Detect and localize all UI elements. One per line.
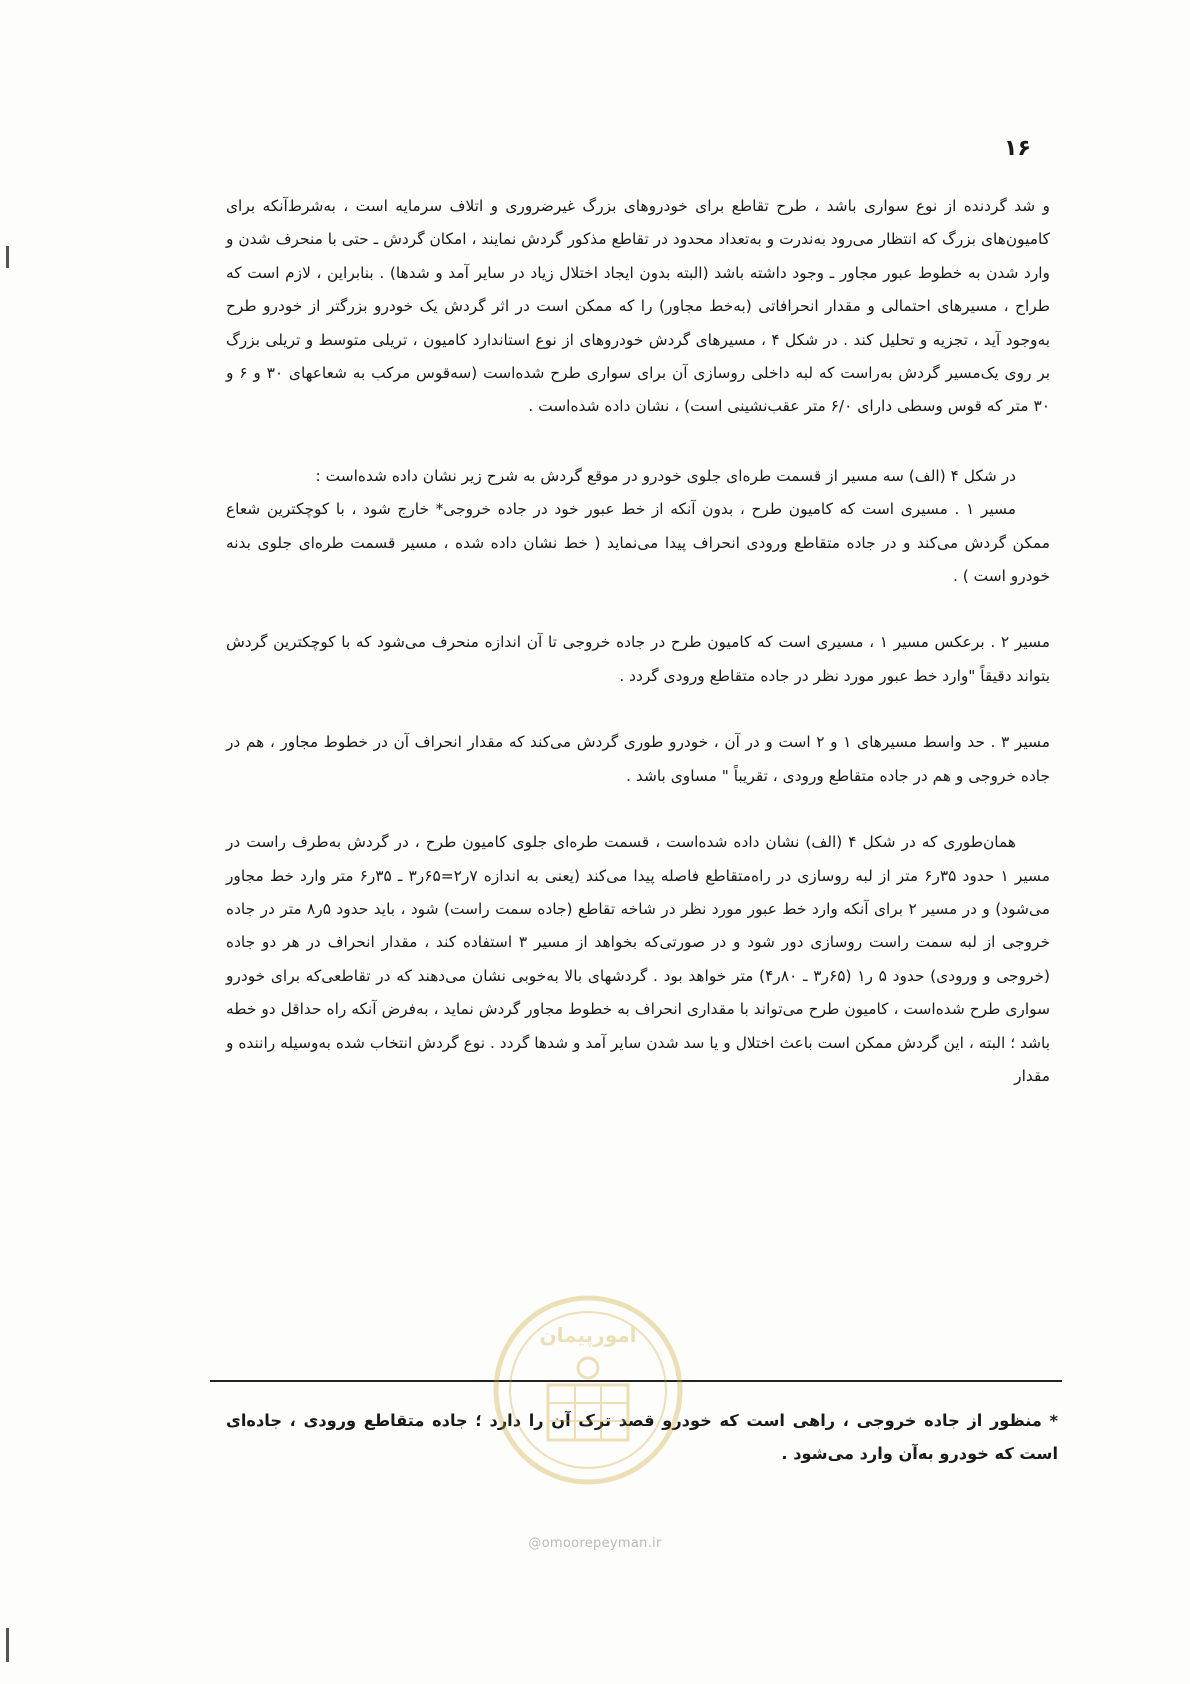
page-number: ۱۶ bbox=[1004, 136, 1031, 161]
paragraph-intro: و شد گردنده از نوع سواری باشد ، طرح تقاطع برای خودروهای بزرگ غیرضروری و اتلاف سرمایه است ، به‌شرط‌آنکه برای کامیون‌های بزرگ که انتظار می‌رود به‌ندرت و به‌تعداد محدود در تقاطع مذکور گردش نمایند ، امکان گردش ـ حتی با منحرف شدن و وارد شدن به خطوط عبور مجاور ـ وجود داشته باشد (البته بدون ایجاد اختلال زیاد در سایر آمد و شدها) . بنابراین ، لازم است که طراح ، مسیرهای احتمالی و مقدار انحرافاتی (به‌خط مجاور) را که ممکن است در اثر گردش یک خودرو بزرگتر از خودرو طرح به‌وجود آید ، تجزیه و تحلیل کند . در شکل ۴ ، مسیرهای گردش خودروهای از نوع استاندارد کامیون ، تریلی متوسط و تریلی بزرگ بر روی یک‌مسیر گردش به‌راست که لبه داخلی روسازی آن برای سواری طرح شده‌است (سه‌قوس مرکب به شعاعهای ۳۰ و ۶ و ۳۰ متر که قوس وسطی دارای ۶/۰ متر عقب‌نشینی است) ، نشان داده شده‌است . bbox=[226, 197, 1051, 416]
watermark-handle: @omoorepeyman.ir bbox=[528, 1536, 662, 1551]
scan-edge-mark bbox=[6, 246, 9, 268]
body-text bbox=[226, 190, 1050, 1093]
scan-edge-mark bbox=[6, 1628, 9, 1662]
footnote-divider bbox=[210, 1380, 1062, 1382]
paragraph-path-1: مسیر ۱ . مسیری است که کامیون طرح ، بدون آنکه از خط عبور خود در جاده خروجی* خارج شود ، با کوچکترین شعاع ممکن گردش می‌کند و در جاده متقاطع ورودی انحراف پیدا می‌نماید ( خط نشان داده شده ، مسیر قسمت طره‌ای جلوی بدنه خودرو است ) . bbox=[226, 500, 1050, 586]
footnote: * منظور از جاده خروجی ، راهی است که خودرو قصد ترک آن را دارد ؛ جاده متقاطع ورودی ، جاده‌ای است که خودرو به‌آن وارد می‌شود . bbox=[226, 1411, 1058, 1463]
paragraph-path-2: مسیر ۲ . برعکس مسیر ۱ ، مسیری است که کامیون طرح در جاده خروجی تا آن اندازه منحرف می‌شود که با کوچکترین گردش بتواند دقیقاً "وارد خط عبور مورد نظر در جاده متقاطع ورودی گردد . bbox=[226, 633, 1050, 685]
paragraph-path-3: مسیر ۳ . حد واسط مسیرهای ۱ و ۲ است و در آن ، خودرو طوری گردش می‌کند که مقدار انحراف آن در خطوط مجاور ، هم در جاده خروجی و هم در جاده متقاطع ورودی ، تقریباً " مساوی باشد . bbox=[226, 733, 1051, 785]
svg-text:امورپیمان: امورپیمان bbox=[539, 1323, 637, 1347]
paragraph-analysis: همان‌طوری که در شکل ۴ (الف) نشان داده شده‌است ، قسمت طره‌ای جلوی کامیون طرح ، در گردش به‌طرف راست در مسیر ۱ حدود ۳۵ر۶ متر از لبه روسازی در راه‌متقاطع فاصله پیدا می‌کند (یعنی به اندازه ۷ر۲=۶۵ر۳ ـ ۳۵ر۶ متر وارد خط مجاور می‌شود) و در مسیر ۲ برای آنکه وارد خط عبور مورد نظر در شاخه تقاطع (جاده سمت راست) شود ، باید حدود ۵ر۸ متر در جاده خروجی از لبه سمت راست روسازی دور شود و در صورتی‌که بخواهد از مسیر ۳ استفاده کند ، مقدار انحراف در هر دو جاده (خروجی و ورودی) حدود ۵ ر۱ (۶۵ر۳ ـ ۸۰ر۴) متر خواهد بود . گردشهای بالا به‌خوبی نشان می‌دهند که در تقاطعی‌که برای خودرو سواری طرح شده‌است ، کامیون طرح می‌تواند با مقداری انحراف به خطوط مجاور گردش نماید ، به‌فرض آنکه راه حداقل دو خطه باشد ؛ البته ، این گردش ممکن است باعث اختلال و یا سد شدن سایر آمد و شدها گردد . نوع گردش انتخاب شده به‌وسیله راننده و مقدار bbox=[226, 833, 1050, 1085]
paragraph-figure-4a: در شکل ۴ (الف) سه مسیر از قسمت طره‌ای جلوی خودرو در موقع گردش به شرح زیر نشان داده شده‌است : bbox=[315, 466, 1016, 485]
